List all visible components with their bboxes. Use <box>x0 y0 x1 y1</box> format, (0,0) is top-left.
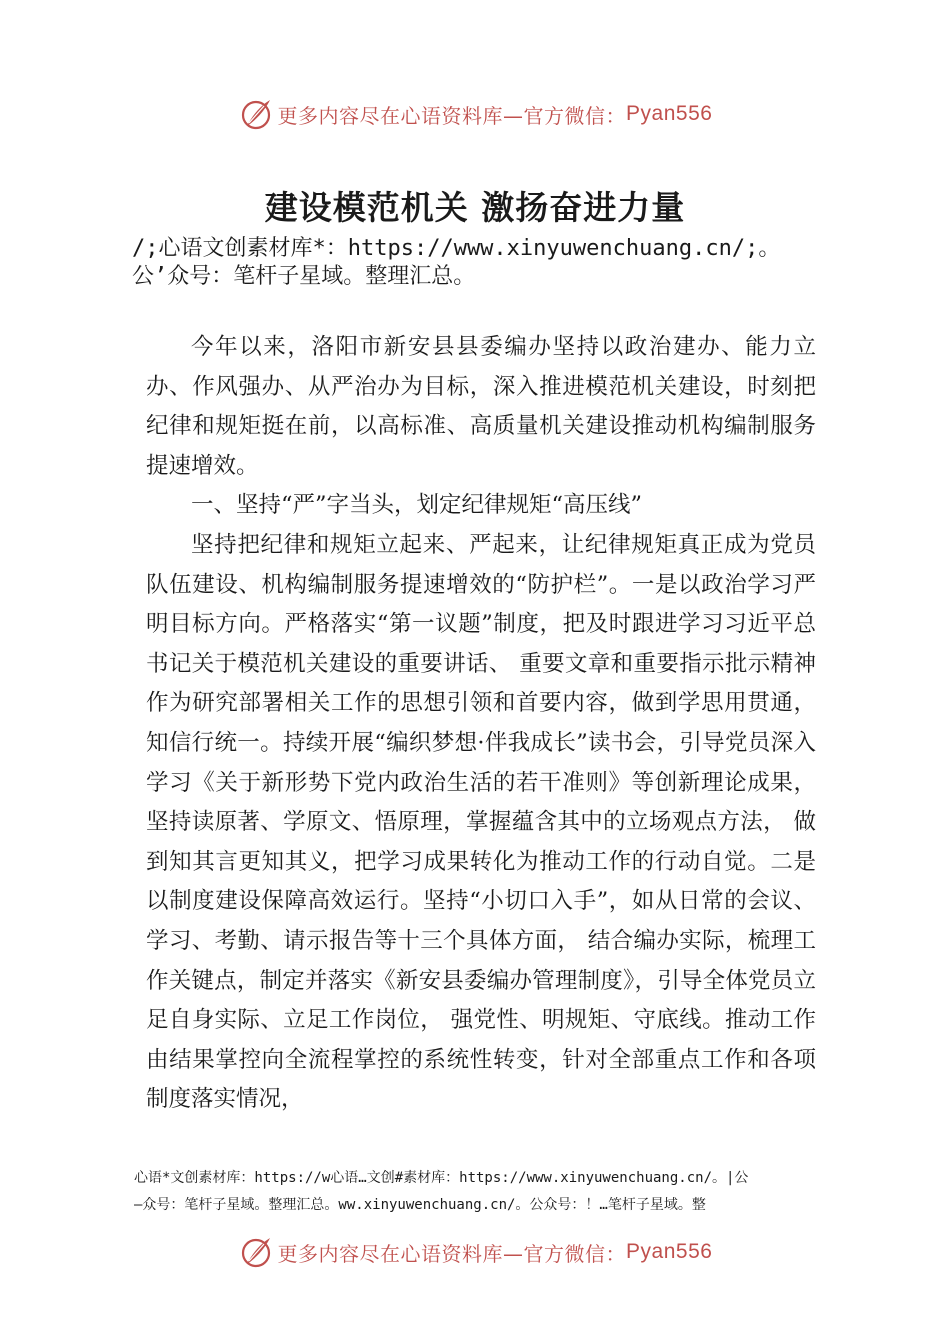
footer-banner <box>0 1232 950 1272</box>
footer-source-line-2: —众号：笔杆子星域。整理汇总。ww.xinyuwenchuang.cn/。公众号：！…笔杆子星域。整 <box>134 1197 706 1213</box>
document-title: 建设模范机关 激扬奋进力量 <box>264 188 686 227</box>
banner-wechat-id: Pyan556 <box>626 1240 713 1263</box>
quill-logo-icon <box>238 1234 274 1270</box>
footer-source-line-1: 心语*文创素材库：https://w心语…文创#素材库：https://www.xinyuwenchuang.cn/。|公 <box>134 1170 749 1186</box>
quill-logo-icon <box>238 96 274 132</box>
banner-text: 更多内容尽在心语资料库—官方微信： <box>277 1241 627 1266</box>
source-line-2: 公’众号：笔杆子星域。整理汇总。 <box>132 264 476 289</box>
section-heading: 一、坚持“严”字当头，划定纪律规矩“高压线” <box>191 492 643 519</box>
header-banner <box>0 94 950 134</box>
banner-wechat-id: Pyan556 <box>626 102 713 125</box>
source-line-1: /;心语文创素材库*：https://www.xinyuwenchuang.cn/;。 <box>132 236 781 261</box>
document-body <box>146 328 816 1120</box>
paragraph-intro: 今年以来，洛阳市新安县县委编办坚持以政治建办、能力立办、作风强办、从严治办为目标，深入推进模范机关建设，时刻把纪律和规矩挺在前，以高标准、高质量机关建设推动机构编制服务提速增效。 <box>146 334 816 479</box>
paragraph-section-1: 坚持把纪律和规矩立起来、严起来，让纪律规矩真正成为党员队伍建设、机构编制服务提速增效的“防护栏”。一是以政治学习严明目标方向。严格落实“第一议题”制度，把及时跟进学习习近平总书记关于模范机关建设的重要讲话、 重要文章和重要指示批示精神作为研究部署相关工作的思想引领和首要内容，做到学思用贯通，知信行统一。持续开展“编织梦想·伴我成长”读书会，引导党员深入学习《关于新形势下党内政治生活的若干准则》等创新理论成果，坚持读原著、学原文、悟原理，掌握蕴含其中的立场观点方法， 做到知其言更知其义，把学习成果转化为推动工作的行动自觉。二是以制度建设保障高效运行。坚持“小切口入手”，如从日常的会议、学习、考勤、请示报告等十三个具体方面， 结合编办实际，梳理工作关键点，制定并落实《新安县委编办管理制度》，引导全体党员立足自身实际、立足工作岗位， 强党性、明规矩、守底线。推动工作由结果掌控向全流程掌控的系统性转变，针对全部重点工作和各项制度落实情况， <box>146 531 816 1113</box>
banner-text: 更多内容尽在心语资料库—官方微信： <box>277 103 627 128</box>
